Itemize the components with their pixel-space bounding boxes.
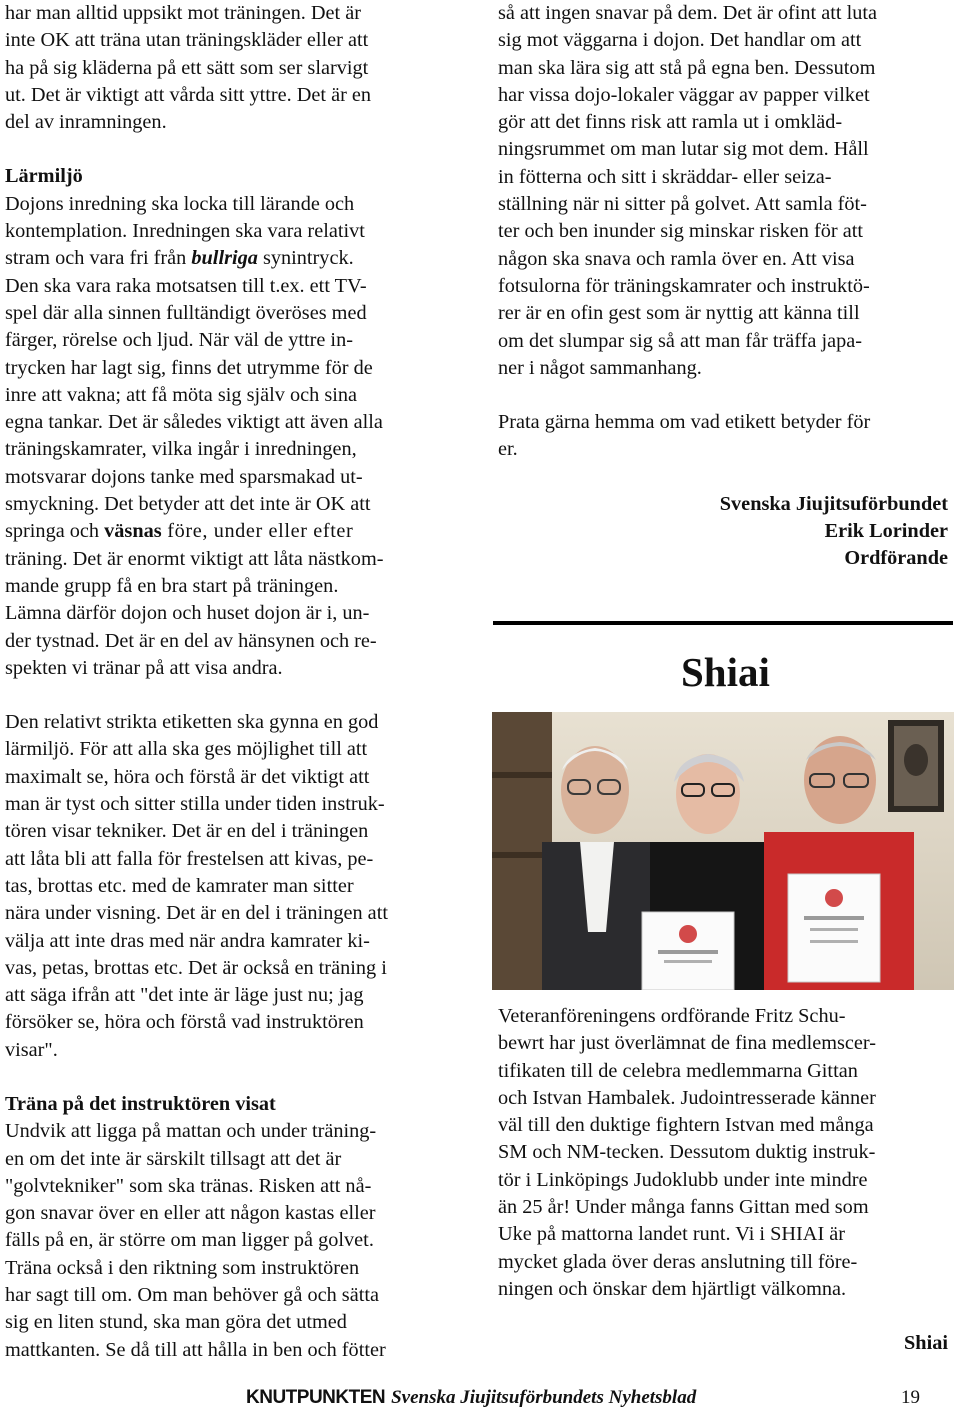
text-line: bewrt har just överlämnat de fina medlemscer-: [498, 1032, 877, 1055]
text-line: att låta bli att falla för frestelsen att kivas, pe-: [5, 847, 374, 870]
text-line: man är tyst och sitter stilla under tiden instruk-: [5, 793, 385, 816]
text-line: spekten vi tränar på att visa andra.: [5, 656, 283, 679]
text-line: spel där alla sinnen fulltändigt överöses med: [5, 301, 367, 324]
text-line: Prata gärna hemma om vad etikett betyder för: [498, 411, 871, 434]
paragraph-prata: [498, 409, 950, 464]
paragraph-larmiljo: [5, 191, 457, 682]
text-line: er.: [498, 438, 518, 461]
text-line: Veteranföreningens ordförande Fritz Schu-: [498, 1005, 846, 1027]
text-line: ha på sig kläderna på ett sätt som ser slarvigt: [5, 56, 369, 79]
paragraph-trana: [5, 1118, 457, 1364]
text-line: rer är en ofin gest som är nyttig att känna till: [498, 302, 860, 325]
photo-three-members: [492, 712, 954, 990]
text-line: smyckning. Det betyder att det inte är OK att: [5, 493, 371, 516]
right-column: [498, 0, 950, 573]
text-line: träning. Det är enormt viktigt att låta nästkom-: [5, 547, 384, 570]
footer-subtitle: Svenska Jiujitsuförbundets Nyhetsblad: [391, 1387, 697, 1408]
text-line: vas, petas, brottas etc. Det är också en träning i: [5, 956, 387, 979]
text-line: sig en liten stund, ska man göra det utmed: [5, 1311, 347, 1334]
text-line: om det slumpar sig så att man får träffa japa-: [498, 329, 862, 352]
text-line: fotsulorna för träningskamrater och instruktö-: [498, 274, 870, 297]
text-line: "golvtekniker" som ska tränas. Risken att nå-: [5, 1174, 372, 1197]
text-line: ställning när ni sitter på golvet. Att samla föt-: [498, 193, 867, 216]
signature-title: Ordförande: [844, 547, 948, 570]
text-line: så att ingen snavar på dem. Det är ofint att luta: [498, 2, 878, 24]
text-line: ner i något sammanhang.: [498, 356, 702, 379]
text-line: ter och ben inunder sig minskar risken för att: [498, 220, 863, 243]
heading-trana: Träna på det instruktören visat: [5, 1092, 276, 1115]
text-line: springa och väsnas före, under eller efter: [5, 520, 354, 543]
text-line: någon ska snava och ramla över en. Att visa: [498, 247, 855, 270]
text-line: ut. Det är viktigt att vårda sitt yttre. Det är en: [5, 83, 372, 106]
paragraph-continued: [498, 0, 950, 382]
text-line: har sagt till om. Om man behöver gå och sätta: [5, 1284, 379, 1307]
text-line: inre att vakna; att få möta sig själv och sina: [5, 383, 358, 406]
text-line: väl till den duktige fightern Istvan med många: [498, 1114, 874, 1137]
text-line: tifikaten till de celebra medlemmarna Gittan: [498, 1059, 858, 1082]
section-title-shiai: Shiai: [681, 649, 770, 695]
text-line: egna tankar. Det är således viktigt att även alla: [5, 411, 383, 434]
text-line: försöker se, höra och förstå vad instruktören: [5, 1011, 364, 1034]
text-line: tas, brottas etc. med de kamrater man sitter: [5, 874, 354, 897]
text-line: Undvik att ligga på mattan och under träning-: [5, 1120, 377, 1143]
text-line: maximalt se, höra och förstå är det viktigt att: [5, 765, 370, 788]
text-line: inte OK att träna utan träningskläder eller att: [5, 29, 369, 52]
text-line: har man alltid uppsikt mot träningen. Det är: [5, 2, 361, 24]
text-line: stram och vara fri från bullriga synintryck.: [5, 247, 354, 270]
text-line: träningskamrater, vilka ingår i inredningen,: [5, 438, 357, 461]
text-line: och Istvan Hambalek. Judointresserade känner: [498, 1086, 876, 1109]
text-line: gör att det finns risk att ramla ut i omkläd-: [498, 111, 843, 134]
text-line: kontemplation. Inredningen ska vara relativt: [5, 220, 365, 243]
heading-larmiljo: Lärmiljö: [5, 165, 83, 188]
signature-org: Svenska Jiujitsuförbundet: [719, 492, 948, 515]
text-line: än 25 år! Under många fanns Gittan med som: [498, 1196, 869, 1219]
text-line: Den ska vara raka motsatsen till t.ex. ett TV-: [5, 274, 367, 297]
text-line: mattkanten. Se då till att hålla in ben och fötter: [5, 1338, 386, 1361]
text-line: mycket glada över deras anslutning till före-: [498, 1250, 858, 1273]
text-line: tör i Linköpings Judoklubb under inte mindre: [498, 1168, 868, 1191]
text-line: lärmiljö. För att alla ska ges möjlighet till att: [5, 738, 368, 761]
text-line: en om det inte är särskilt tillsagt att det är: [5, 1147, 342, 1170]
text-line: gon snavar över en eller att någon kastas eller: [5, 1202, 376, 1225]
text-line: har vissa dojo-lokaler väggar av papper vilket: [498, 83, 870, 106]
text-line: visar".: [5, 1038, 58, 1061]
signature-shiai: Shiai: [904, 1332, 948, 1354]
text-line: ningsrummet om man lutar sig mot dem. Håll: [498, 138, 869, 161]
text-line: trycken har lagt sig, finns det utrymme för de: [5, 356, 373, 379]
text-line: motsvarar dojons tanke med sparsmakad ut-: [5, 465, 363, 488]
footer-brand: KNUTPUNKTEN: [246, 1387, 386, 1408]
paragraph-etikett: [5, 709, 457, 1064]
text-line: in fötterna och sitt i skräddar- eller seiza-: [498, 165, 832, 188]
section-divider: [493, 621, 953, 625]
paragraph-intro: [5, 0, 457, 136]
text-line: ningen och önskar dem hjärtligt välkomna.: [498, 1277, 847, 1300]
text-line: Träna också i den riktning som instruktören: [5, 1256, 360, 1279]
text-line: Dojons inredning ska locka till lärande och: [5, 192, 355, 215]
signature-block: [498, 491, 948, 573]
text-line: mande grupp få en bra start på träningen.: [5, 574, 339, 597]
page-number: 19: [901, 1387, 920, 1408]
text-line: färger, rörelse och ljud. När väl de yttre in-: [5, 329, 353, 352]
photo-caption: [498, 1003, 950, 1303]
text-line: välja att inte dras med när andra kamrater ki-: [5, 929, 370, 952]
text-line: nära under visning. Det är en del i träningen att: [5, 902, 388, 925]
left-column: [5, 0, 457, 1364]
signature-name: Erik Lorinder: [824, 520, 948, 543]
text-line: man ska lära sig att stå på egna ben. Dessutom: [498, 56, 876, 79]
text-line: fälls på en, är större om man ligger på golvet.: [5, 1229, 374, 1252]
text-line: tören visar tekniker. Det är en del i träningen: [5, 820, 369, 843]
text-line: der tystnad. Det är en del av hänsynen och re-: [5, 629, 377, 652]
text-line: del av inramningen.: [5, 111, 167, 134]
text-line: SM och NM-tecken. Dessutom duktig instruk-: [498, 1141, 876, 1164]
text-line: Den relativt strikta etiketten ska gynna en god: [5, 711, 379, 734]
text-line: Lämna därför dojon och huset dojon är i, un-: [5, 602, 370, 625]
text-line: sig mot väggarna i dojon. Det handlar om att: [498, 29, 862, 52]
text-line: Uke på mattorna landet runt. Vi i SHIAI är: [498, 1223, 846, 1246]
text-line: att säga ifrån att "det inte är läge just nu; jag: [5, 984, 364, 1007]
footer: [246, 1387, 696, 1409]
